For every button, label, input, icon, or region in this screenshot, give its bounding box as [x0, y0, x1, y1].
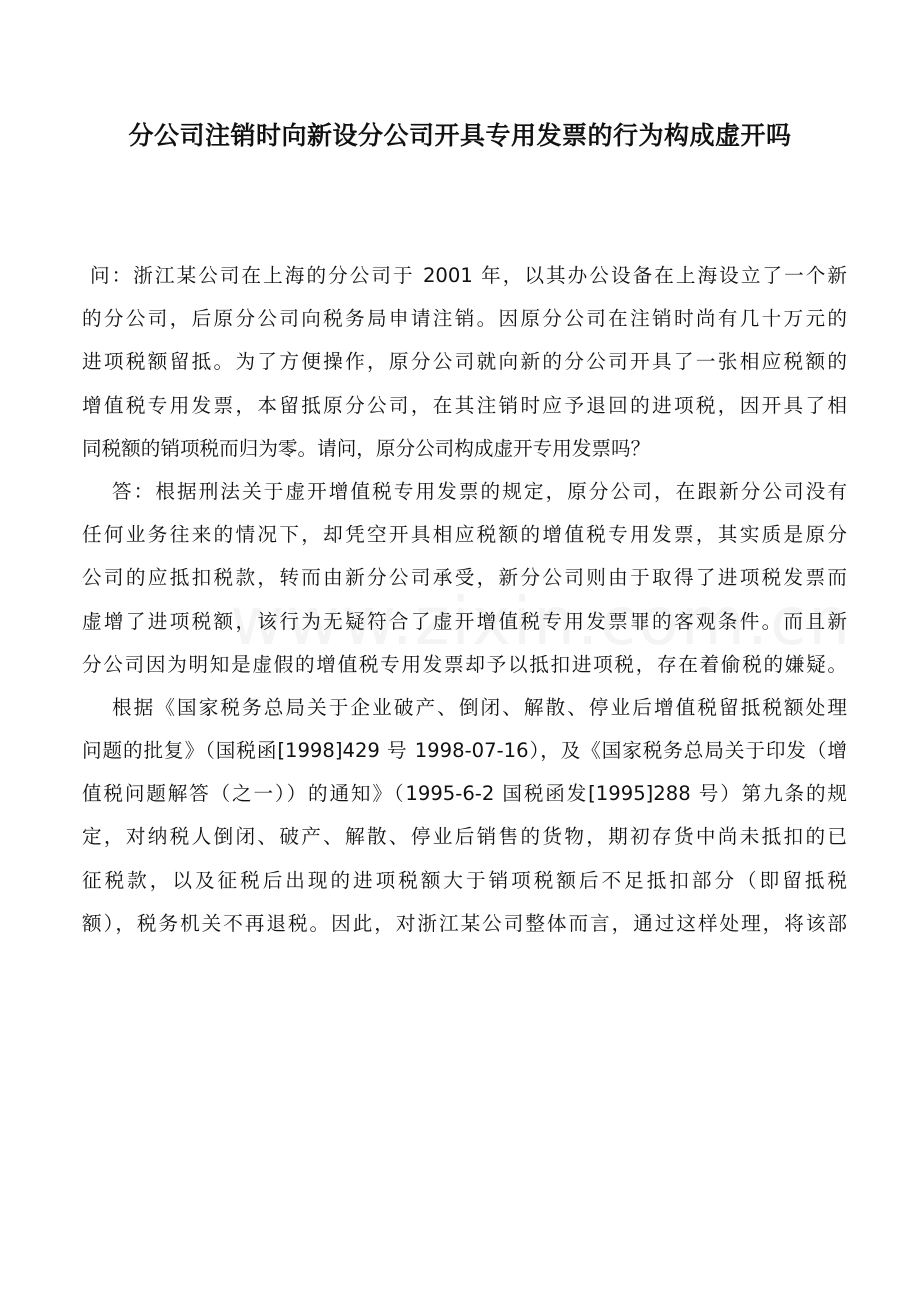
paragraph-question-line-2: 的分公司，后原分公司向税务局申请注销。因原分公司在注销时尚有几十万元的 [82, 307, 847, 331]
paragraph-basis-line-5: 征税款，以及征税后出现的进项税额大于销项税额后不足抵扣部分（即留抵税 [82, 868, 847, 892]
paragraph-question-line-1: 问：浙江某公司在上海的分公司于 2001 年，以其办公设备在上海设立了一个新 [90, 264, 847, 287]
paragraph-question-line-3: 进项税额留抵。为了方便操作，原分公司就向新的分公司开具了一张相应税额的 [82, 350, 847, 374]
paragraph-basis-line-6: 额），税务机关不再退税。因此，对浙江某公司整体而言，通过这样处理，将该部 [82, 911, 847, 935]
paragraph-answer-line-1: 答：根据刑法关于虚开增值税专用发票的规定，原分公司，在跟新分公司没有 [112, 479, 847, 503]
paragraph-answer-line-3: 公司的应抵扣税款，转而由新分公司承受，新分公司则由于取得了进项税发票而 [82, 566, 847, 590]
paragraph-basis-line-1: 根据《国家税务总局关于企业破产、倒闭、解散、停业后增值税留抵税额处理 [112, 695, 847, 719]
paragraph-answer-line-4: 虚增了进项税额，该行为无疑符合了虚开增值税专用发票罪的客观条件。而且新 [82, 609, 847, 633]
document-title: 分公司注销时向新设分公司开具专用发票的行为构成虚开吗 [128, 121, 792, 150]
paragraph-question-line-5: 同税额的销项税而归为零。请问，原分公司构成虚开专用发票吗？ [82, 436, 651, 460]
paragraph-basis-line-3: 值税问题解答（之一））的通知》（1995-6-2 国税函发[1995]288 号）第九条的规 [82, 782, 847, 806]
paragraph-basis-line-2: 问题的批复》（国税函[1998]429 号 1998-07-16），及《国家税务总局关于印发（增 [82, 739, 847, 763]
paragraph-basis-line-4: 定，对纳税人倒闭、破产、解散、停业后销售的货物，期初存货中尚未抵扣的已 [82, 825, 847, 849]
paragraph-question-line-4: 增值税专用发票，本留抵原分公司，在其注销时应予退回的进项税，因开具了相 [82, 393, 847, 417]
document-body [82, 254, 847, 945]
paragraph-answer-line-5: 分公司因为明知是虚假的增值税专用发票却予以抵扣进项税，存在着偷税的嫌疑。 [82, 652, 847, 676]
paragraph-answer-line-2: 任何业务往来的情况下，却凭空开具相应税额的增值税专用发票，其实质是原分 [82, 523, 847, 547]
